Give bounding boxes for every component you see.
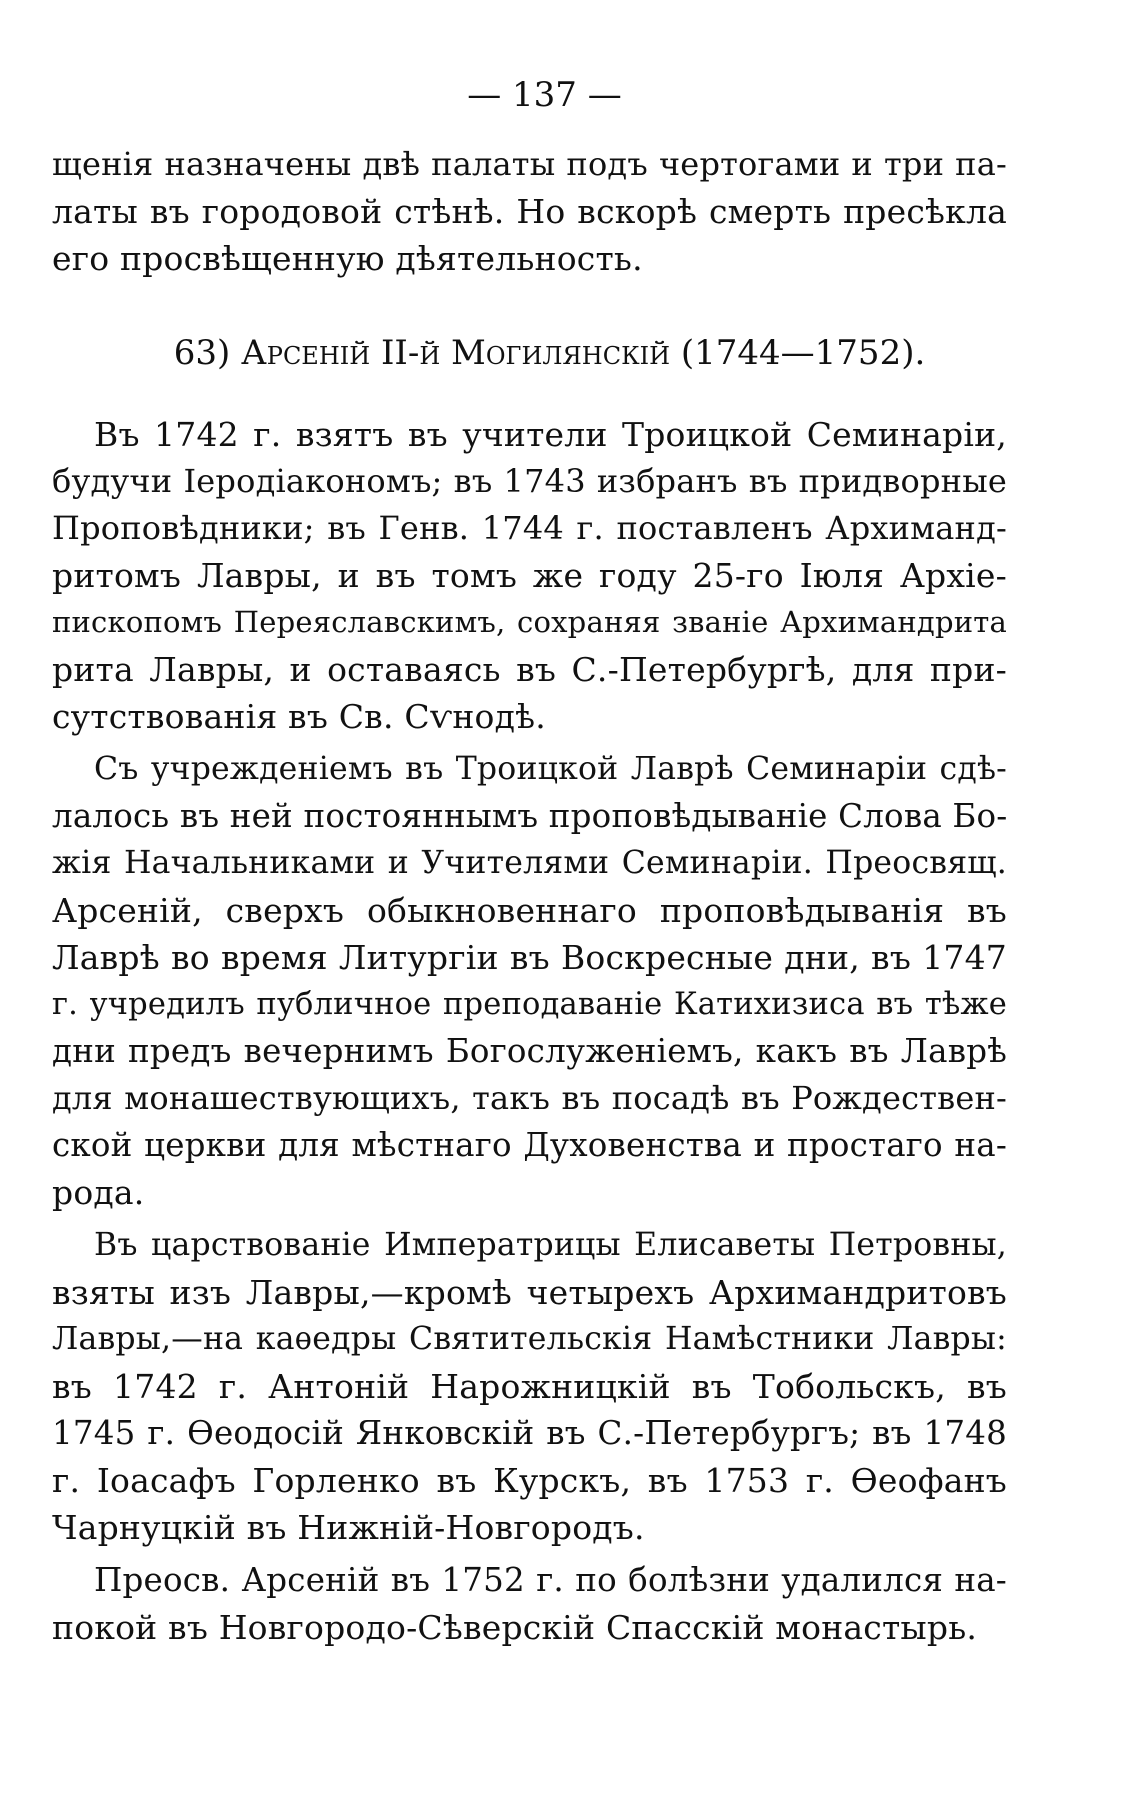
text-line: Проповѣдники; въ Генв. 1744 г. поставленъ Архиманд-	[52, 509, 1007, 547]
text-line: латы въ городовой стѣнѣ. Но вскорѣ смерть пресѣкла	[52, 192, 1007, 231]
text-line: будучи Іеродіакономъ; въ 1743 избранъ въ придворные	[52, 462, 1007, 500]
text-line: г. Іоасафъ Горленко въ Курскъ, въ 1753 г. Ѳеофанъ	[52, 1461, 1007, 1500]
text-line: Преосв. Арсеній въ 1752 г. по болѣзни удалился на-	[94, 1561, 1007, 1599]
text-line: Съ учрежденіемъ въ Троицкой Лаврѣ Семинаріи сдѣ-	[94, 751, 1007, 787]
text-line: г. учредилъ публичное преподаваніе Катихизиса въ тѣже	[52, 987, 1007, 1022]
page-number: — 137 —	[467, 75, 622, 115]
text-line: сутствованія въ Св. Сѵнодѣ.	[52, 697, 546, 736]
paragraph-3	[52, 1222, 1007, 1551]
paragraph-1	[52, 411, 1007, 740]
text-line: Въ 1742 г. взятъ въ учители Троицкой Семинаріи,	[94, 415, 1007, 454]
text-line: 1745 г. Ѳеодосій Янковскій въ С.-Петербургъ; въ 1748	[52, 1414, 1007, 1452]
text-line: ритомъ Лавры, и въ томъ же году 25-го Іюля Архіе-	[52, 556, 1007, 595]
text-line: щенія назначены двѣ палаты подъ чертогами и три па-	[52, 145, 1007, 183]
heading-years: (1744—1752).	[680, 333, 926, 373]
text-line: жія Начальниками и Учителями Семинаріи. Преосвящ.	[52, 845, 1007, 881]
book-page	[52, 72, 1007, 1657]
text-line: Въ царствованіе Императрицы Елисаветы Петровны,	[94, 1227, 1007, 1263]
paragraph-4	[52, 1557, 1007, 1651]
text-line: пископомъ Переяславскимъ, сохраняя званіе Архимандрита	[52, 605, 1007, 639]
heading-name: Арсеній II-й Могилянскій	[241, 333, 671, 373]
text-line: Лаврѣ во время Литургіи въ Воскресные дни, въ 1747	[52, 938, 1007, 977]
text-line: дни предъ вечернимъ Богослуженіемъ, какъ въ Лаврѣ	[52, 1032, 1007, 1070]
text-line: покой въ Новгородо-Сѣверскій Спасскій монастырь.	[52, 1608, 978, 1647]
text-line: рода.	[52, 1173, 145, 1212]
text-line: въ 1742 г. Антоній Нарожницкій въ Тобольскъ, въ	[52, 1367, 1007, 1406]
text-line: лалось въ ней постояннымъ проповѣдываніе Слова Бо-	[52, 797, 1008, 835]
text-line: для монашествующихъ, такъ въ посадѣ въ Рождествен-	[52, 1079, 1007, 1117]
text-line: Лавры,—на каѳедры Святительскія Намѣстники Лавры:	[52, 1321, 1007, 1357]
text-line: взяты изъ Лавры,—кромѣ четырехъ Архимандритовъ	[52, 1273, 1007, 1312]
text-line: Чарнуцкій въ Нижній-Новгородъ.	[52, 1508, 645, 1547]
text-line: его просвѣщенную дѣятельность.	[52, 239, 643, 278]
text-line: рита Лавры, и оставаясь въ С.-Петербургѣ, для при-	[52, 650, 1007, 689]
continuation-paragraph	[52, 141, 1007, 282]
section-heading	[52, 330, 1007, 377]
paragraph-2	[52, 746, 1007, 1216]
heading-number: 63)	[173, 333, 231, 373]
text-line: ской церкви для мѣстнаго Духовенства и простаго на-	[52, 1126, 1007, 1164]
text-line: Арсеній, сверхъ обыкновеннаго проповѣдыванія въ	[52, 891, 1007, 930]
